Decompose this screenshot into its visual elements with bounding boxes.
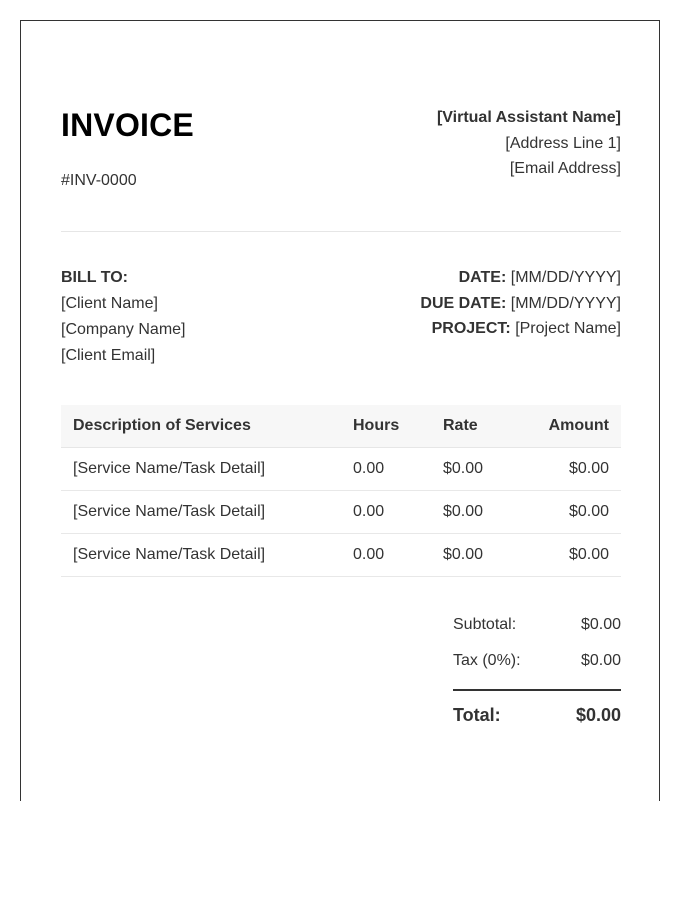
totals-divider [453, 689, 621, 691]
date-value: [MM/DD/YYYY] [510, 269, 621, 286]
bill-to-block [61, 265, 186, 369]
total-label: Total: [453, 705, 501, 725]
client-name: [Client Name] [61, 295, 158, 312]
services-table [61, 405, 621, 577]
due-date-value: [MM/DD/YYYY] [510, 294, 621, 312]
service-description: [Service Name/Task Detail] [61, 534, 353, 577]
service-description: [Service Name/Task Detail] [61, 491, 353, 534]
service-amount: $0.00 [533, 491, 621, 534]
subtotal-value: $0.00 [580, 616, 621, 633]
service-rate: $0.00 [443, 534, 533, 577]
service-amount: $0.00 [533, 534, 621, 577]
table-row [61, 491, 621, 534]
totals-block [453, 607, 621, 726]
service-rate: $0.00 [443, 448, 533, 491]
client-email: [Client Email] [61, 347, 156, 364]
column-header-amount: Amount [533, 405, 621, 448]
subtotal-row [453, 607, 621, 643]
service-description: [Service Name/Task Detail] [61, 448, 353, 491]
total-value: $0.00 [575, 705, 621, 725]
service-amount: $0.00 [533, 448, 621, 491]
project-label: PROJECT: [431, 320, 511, 337]
company-name: [Company Name] [61, 321, 186, 338]
date-line [420, 265, 621, 291]
service-hours: 0.00 [353, 448, 443, 491]
table-row [61, 448, 621, 491]
sender-address: [Address Line 1] [505, 134, 621, 152]
sender-info [437, 105, 621, 182]
date-label: DATE: [458, 269, 507, 286]
due-date-line [420, 291, 621, 317]
table-row [61, 534, 621, 577]
invoice-page [20, 20, 660, 801]
invoice-meta [420, 265, 621, 342]
total-row [453, 705, 621, 726]
column-header-hours: Hours [353, 405, 443, 448]
header-divider [61, 231, 621, 232]
invoice-title: INVOICE [61, 107, 194, 143]
service-rate: $0.00 [443, 491, 533, 534]
sender-name: [Virtual Assistant Name] [436, 109, 621, 126]
tax-row [453, 643, 621, 679]
service-hours: 0.00 [353, 491, 443, 534]
tax-label: Tax (0%): [453, 652, 521, 669]
table-header-row [61, 405, 621, 448]
invoice-number: #INV-0000 [61, 172, 137, 189]
project-value: [Project Name] [515, 320, 621, 337]
tax-value: $0.00 [580, 652, 621, 669]
bill-to-label: BILL TO: [61, 269, 128, 286]
service-hours: 0.00 [353, 534, 443, 577]
due-date-label: DUE DATE: [420, 294, 507, 312]
subtotal-label: Subtotal: [453, 616, 517, 633]
project-line [420, 316, 621, 342]
sender-email: [Email Address] [509, 160, 621, 177]
column-header-rate: Rate [443, 405, 533, 448]
column-header-description: Description of Services [61, 405, 353, 448]
